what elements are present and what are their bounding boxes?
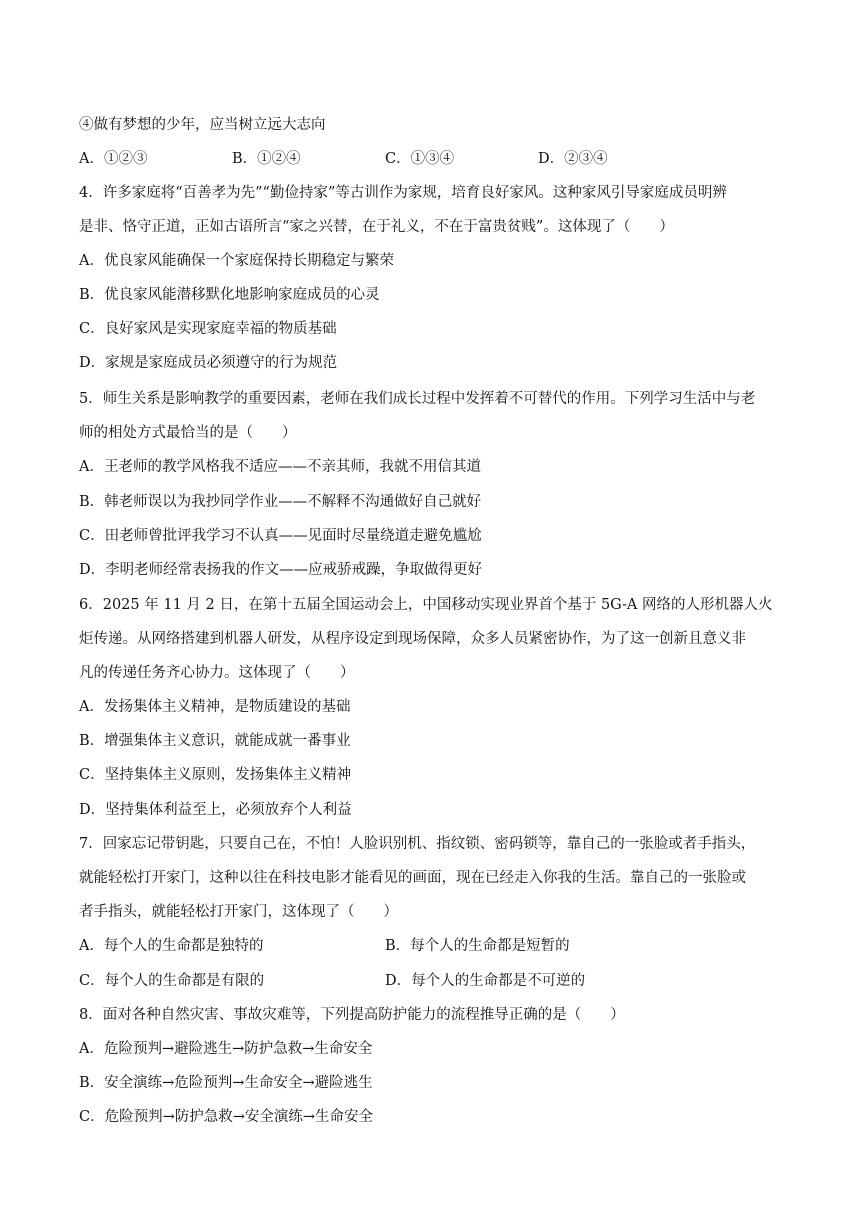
q5-option-d: D．李明老师经常表扬我的作文——应戒骄戒躁，争取做得更好 xyxy=(79,562,483,578)
q3-option-b: B．①②④ xyxy=(232,151,301,167)
q6-stem-line-3: 凡的传递任务齐心协力。这体现了（ ） xyxy=(79,665,355,681)
q4-option-d: D．家规是家庭成员必须遵守的行为规范 xyxy=(79,355,338,371)
q4-stem-line-1: 4．许多家庭将“百善孝为先”“勤俭持家”等古训作为家规，培育良好家风。这种家风引导家庭成员明辨 xyxy=(79,185,727,201)
q5-stem-line-2: 师的相处方式最恰当的是（ ） xyxy=(79,425,297,441)
q6-option-a: A．发扬集体主义精神，是物质建设的基础 xyxy=(79,699,351,715)
q5-stem-line-1: 5．师生关系是影响教学的重要因素，老师在我们成长过程中发挥着不可替代的作用。下列学习生活中与老 xyxy=(79,391,756,407)
q7-stem-line-1: 7．回家忘记带钥匙，只要自己在，不怕！人脸识别机、指纹锁、密码锁等，靠自己的一张脸或者手指头， xyxy=(79,836,756,852)
q3-option-c: C．①③④ xyxy=(385,151,455,167)
q6-option-d: D．坚持集体利益至上，必须放弃个人利益 xyxy=(79,802,352,818)
q7-option-b: B．每个人的生命都是短暂的 xyxy=(385,938,570,954)
q8-option-b: B．安全演练→危险预判→生命安全→避险逃生 xyxy=(79,1075,373,1091)
q4-option-b: B．优良家风能潜移默化地影响家庭成员的心灵 xyxy=(79,287,380,303)
q6-stem-line-1: 6．2025 年 11 月 2 日，在第十五届全国运动会上，中国移动实现业界首个基于 5G-A 网络的人形机器人火 xyxy=(79,597,773,613)
q7-stem-line-3: 者手指头，就能轻松打开家门，这体现了（ ） xyxy=(79,904,398,920)
q7-option-d: D．每个人的生命都是不可逆的 xyxy=(385,973,586,989)
q5-option-b: B．韩老师误以为我抄同学作业——不解释不沟通做好自己就好 xyxy=(79,494,482,510)
q4-option-a: A．优良家风能确保一个家庭保持长期稳定与繁荣 xyxy=(79,253,394,269)
q8-stem-line-1: 8．面对各种自然灾害、事故灾难等，下列提高防护能力的流程推导正确的是（ ） xyxy=(79,1007,625,1023)
q6-option-b: B．增强集体主义意识，就能成就一番事业 xyxy=(79,733,351,749)
q7-option-c: C．每个人的生命都是有限的 xyxy=(79,973,265,989)
q4-option-c: C．良好家风是实现家庭幸福的物质基础 xyxy=(79,321,337,337)
q6-option-c: C．坚持集体主义原则，发扬集体主义精神 xyxy=(79,767,352,783)
q4-stem-line-2: 是非、恪守正道，正如古语所言“家之兴替，在于礼义，不在于富贵贫贱”。这体现了（ ） xyxy=(79,219,674,235)
q5-option-a: A．王老师的教学风格我不适应——不亲其师，我就不用信其道 xyxy=(79,459,481,475)
q5-option-c: C．田老师曾批评我学习不认真——见面时尽量绕道走避免尴尬 xyxy=(79,528,482,544)
q6-stem-line-2: 炬传递。从网络搭建到机器人研发，从程序设定到现场保障，众多人员紧密协作，为了这一创新且意义非 xyxy=(79,631,746,647)
statement-4-fragment: ④做有梦想的少年，应当树立远大志向 xyxy=(79,117,326,133)
q3-option-a: A．①②③ xyxy=(79,151,148,167)
q8-option-c: C．危险预判→防护急救→安全演练→生命安全 xyxy=(79,1109,374,1125)
q7-stem-line-2: 就能轻松打开家门，这种以往在科技电影才能看见的画面，现在已经走入你我的生活。靠自己的一张脸或 xyxy=(79,870,746,886)
q8-option-a: A．危险预判→避险逃生→防护急救→生命安全 xyxy=(79,1041,373,1057)
q7-option-a: A．每个人的生命都是独特的 xyxy=(79,938,264,954)
q3-option-d: D．②③④ xyxy=(538,151,608,167)
